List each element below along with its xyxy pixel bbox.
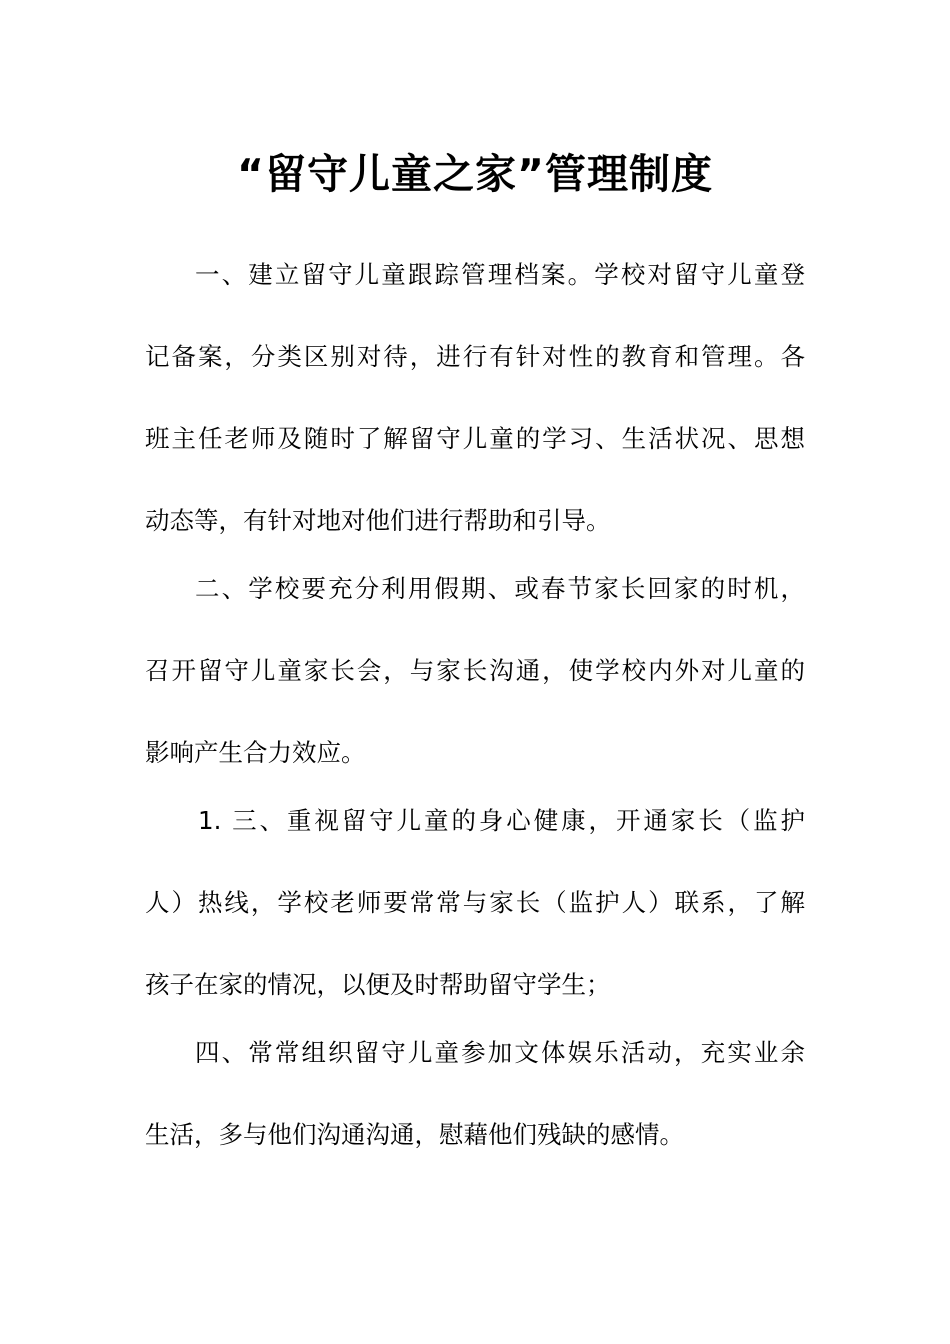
paragraph-line: 一、建立留守儿童跟踪管理档案。学校对留守儿童登	[195, 260, 805, 289]
paragraph-line: 二、学校要充分利用假期、或春节家长回家的时机，	[195, 574, 805, 603]
paragraph-line: 班主任老师及随时了解留守儿童的学习、生活状况、思想	[145, 424, 805, 453]
paragraph-line: 人）热线，学校老师要常常与家长（监护人）联系，了解	[145, 888, 805, 917]
paragraph-line: 记备案，分类区别对待，进行有针对性的教育和管理。各	[145, 342, 805, 371]
paragraph-line: 生活，多与他们沟通沟通，慰藉他们残缺的感情。	[145, 1120, 684, 1149]
paragraph-line: 召开留守儿童家长会，与家长沟通，使学校内外对儿童的	[145, 656, 805, 685]
paragraph-line: 影响产生合力效应。	[145, 738, 366, 767]
paragraph-line: 孩子在家的情况，以便及时帮助留守学生；	[145, 970, 611, 999]
paragraph-line: 四、常常组织留守儿童参加文体娱乐活动，充实业余	[195, 1038, 805, 1067]
paragraph-line: 动态等，有针对地对他们进行帮助和引导。	[145, 506, 611, 535]
paragraph-line: 1. 三、重视留守儿童的身心健康，开通家长（监护	[198, 806, 805, 835]
document-title: “留守儿童之家”管理制度	[237, 150, 713, 198]
